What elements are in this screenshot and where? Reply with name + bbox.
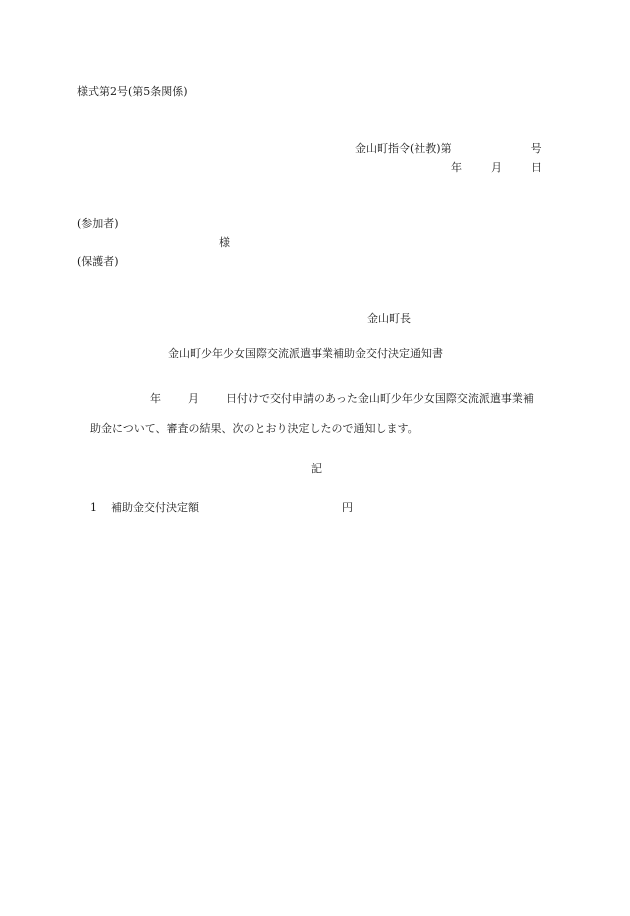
honorific: 様 [219, 236, 230, 249]
issue-date [451, 162, 542, 173]
item-label: 補助金交付決定額 [111, 501, 199, 514]
date-day: 日 [531, 161, 542, 174]
document-number [355, 143, 542, 154]
body-year: 年 [150, 392, 161, 405]
item-unit: 円 [342, 501, 353, 514]
item-1 [90, 502, 353, 513]
document-number-prefix: 金山町指令(社教)第 [355, 142, 452, 155]
form-number: 様式第2号(第5条関係) [77, 85, 188, 98]
item-number: 1 [90, 501, 97, 514]
ki-marker: 記 [311, 462, 322, 475]
guardian-label: (保護者) [77, 255, 119, 268]
document-number-suffix: 号 [530, 142, 542, 155]
body-line-2: 助金について、審査の結果、次のとおり決定したので通知します。 [90, 422, 419, 435]
body-line-1-text: 日付けで交付申請のあった金山町少年少女国際交流派遣事業補 [226, 392, 534, 405]
issuer: 金山町長 [367, 312, 411, 325]
body-line-1 [150, 393, 534, 404]
participant-label: (参加者) [77, 217, 119, 230]
document-title: 金山町少年少女国際交流派遣事業補助金交付決定通知書 [168, 347, 443, 360]
date-year: 年 [451, 161, 462, 174]
body-month: 月 [188, 392, 199, 405]
date-month: 月 [491, 161, 502, 174]
